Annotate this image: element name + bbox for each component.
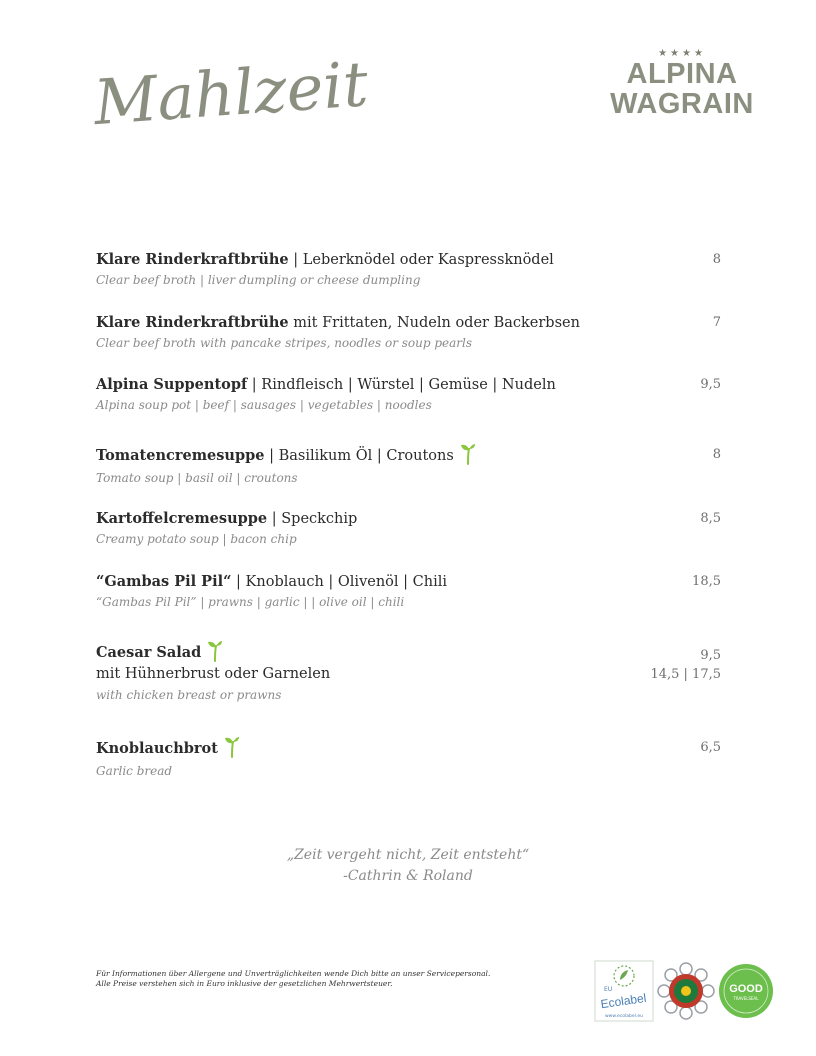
footer-notice <box>96 969 490 989</box>
item-german <box>96 510 357 527</box>
item-english: with chicken breast or prawns <box>96 688 282 702</box>
item-price: 8 <box>712 251 721 267</box>
item-price: 9,5 <box>700 648 721 663</box>
item-german <box>96 573 447 590</box>
item-price: 6,5 <box>700 739 721 755</box>
item-price: 9,5 <box>700 376 721 392</box>
menu-item <box>96 373 721 412</box>
logo-line-2: WAGRAIN <box>610 88 754 120</box>
item-english: Clear beef broth with pancake stripes, noodles or soup pearls <box>96 336 473 350</box>
quote-text: „Zeit vergeht nicht, Zeit entsteht“ <box>286 847 530 863</box>
item-english: Garlic bread <box>96 764 173 778</box>
item-detail: | Knoblauch | Olivenöl | Chili <box>231 573 447 590</box>
item-english: Creamy potato soup | bacon chip <box>96 532 297 546</box>
item-english: Tomato soup | basil oil | croutons <box>96 471 298 485</box>
menu-item <box>96 311 721 350</box>
vegetarian-sprout-icon <box>224 736 240 758</box>
item-name: Caesar Salad <box>96 644 202 661</box>
menu-title <box>91 38 371 148</box>
price-notice: Alle Preise verstehen sich in Euro inklusive der gesetzlichen Mehrwertsteuer. <box>96 979 393 988</box>
good-label: GOOD <box>729 983 763 995</box>
item-price: 8,5 <box>700 510 721 526</box>
item-name: Klare Rinderkraftbrühe <box>96 250 289 268</box>
item-english: Clear beef broth | liver dumpling or cheese dumpling <box>96 273 421 287</box>
item-english: “Gambas Pil Pil” | prawns | garlic | | olive oil | chili <box>96 595 405 609</box>
menu-item <box>96 442 721 485</box>
item-detail: | Basilikum Öl | Croutons <box>264 448 454 464</box>
item-german <box>96 736 240 758</box>
good-travel-seal-badge <box>718 963 774 1019</box>
item-name: Klare Rinderkraftbrühe <box>96 313 289 331</box>
quote-author: -Cathrin & Roland <box>343 868 473 884</box>
item-name: Kartoffelcremesuppe <box>96 509 268 527</box>
item-name: Knoblauchbrot <box>96 740 218 757</box>
logo-line-1: ALPINA <box>626 58 738 90</box>
item-detail: mit Frittaten, Nudeln oder Backerbsen <box>288 314 580 331</box>
item-german <box>96 314 580 331</box>
item-german <box>96 251 554 268</box>
item-sub-price: 14,5 | 17,5 <box>650 666 721 682</box>
item-detail: | Speckchip <box>267 510 358 527</box>
item-price: 18,5 <box>692 573 721 589</box>
item-sub-option: mit Hühnerbrust oder Garnelen <box>96 666 331 682</box>
menu-item <box>96 735 721 778</box>
item-english: Alpina soup pot | beef | sausages | vegetables | noodles <box>96 398 432 412</box>
good-sub-label: TRAVELSEAL <box>733 996 759 1001</box>
ecolabel-url: www.ecolabel.eu <box>605 1014 643 1019</box>
item-german <box>96 640 223 662</box>
item-name: “Gambas Pil Pil“ <box>96 572 232 590</box>
vegetarian-sprout-icon <box>207 640 223 662</box>
item-name: Tomatencremesuppe <box>96 447 265 464</box>
vegetarian-sprout-icon <box>460 443 476 465</box>
item-detail: | Leberknödel oder Kaspressknödel <box>288 251 554 268</box>
menu-item <box>96 248 721 287</box>
menu-item <box>96 570 721 609</box>
owners-quote <box>0 845 816 887</box>
allergen-notice: Für Informationen über Allergene und Unverträglichkeiten wende Dich bitte an unser Servicepersonal. <box>96 969 491 978</box>
star-rating: ★★★★ <box>658 48 706 59</box>
menu-item <box>96 639 721 702</box>
item-german <box>96 443 476 465</box>
hotel-logo <box>598 48 766 134</box>
ecolabel-text: Ecolabel <box>599 990 648 1012</box>
item-german <box>96 376 556 393</box>
menu-title-text: Mahlzeit <box>91 47 371 140</box>
menu-item <box>96 507 721 546</box>
ecolabel-eu: EU <box>604 986 613 993</box>
sustainability-flower-badge <box>656 961 716 1021</box>
item-name: Alpina Suppentopf <box>96 375 248 393</box>
item-detail: | Rindfleisch | Würstel | Gemüse | Nudeln <box>247 376 556 393</box>
item-price: 8 <box>712 446 721 462</box>
item-price: 7 <box>712 314 721 330</box>
eu-ecolabel-badge <box>594 960 654 1022</box>
